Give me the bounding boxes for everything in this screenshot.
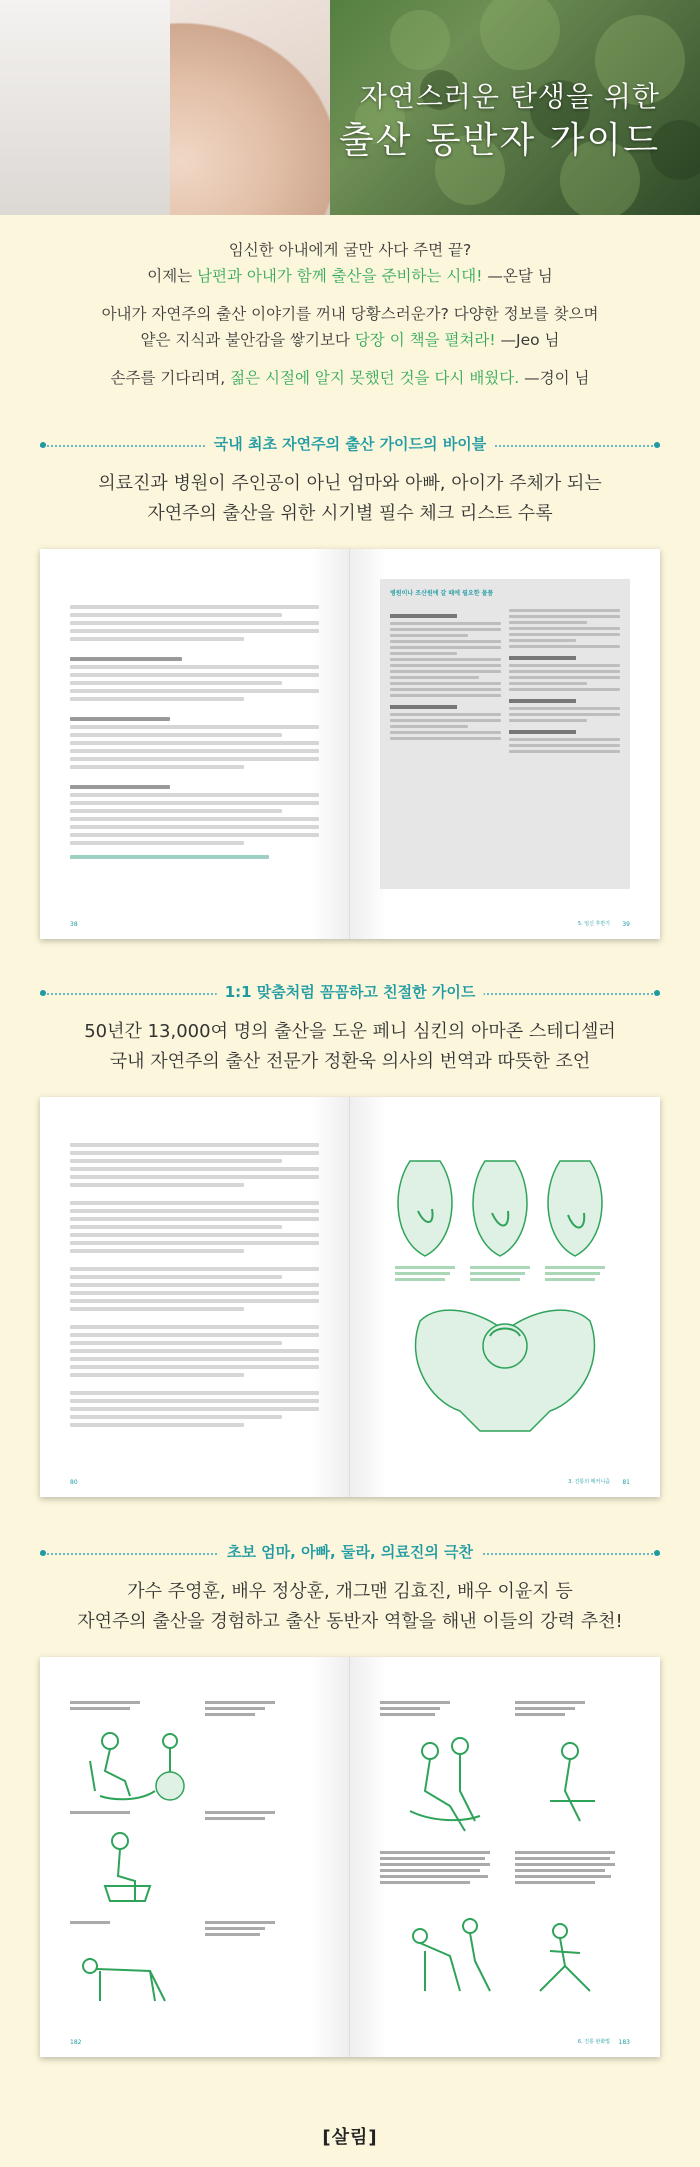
page-number-left: 182 xyxy=(70,2039,82,2046)
quote-1-line1: 임신한 아내에게 굴만 사다 주면 끝? xyxy=(228,241,472,259)
figure-birth-ball xyxy=(156,1734,184,1800)
position-captions xyxy=(70,1701,275,1936)
hero-title-line2: 출산 동반자 가이드 xyxy=(338,120,660,161)
figure-rocking-chair xyxy=(90,1733,155,1799)
figure-toilet xyxy=(105,1833,150,1901)
page-number-right: 39 xyxy=(622,921,630,928)
section1-label: 국내 최초 자연주의 출산 가이드의 바이블 xyxy=(206,433,494,454)
section2-sub-line1: 50년간 13,000여 명의 출산을 도운 페니 심킨의 아마존 스테디셀러 xyxy=(84,1021,616,1042)
section3-heading xyxy=(40,1537,660,1571)
hero-banner xyxy=(0,0,700,215)
quote-1 xyxy=(40,237,660,289)
review-quotes xyxy=(0,215,700,391)
quote-2-line2-a: 얕은 지식과 불안감을 쌓기보다 xyxy=(140,331,355,349)
checklist-column-left xyxy=(390,606,501,756)
quote-1-highlight: 남편과 아내가 함께 출산을 준비하는 시대! xyxy=(197,267,483,285)
publisher-logo: [살림] xyxy=(322,2127,378,2148)
book-page-right xyxy=(350,549,660,939)
quote-2 xyxy=(40,301,660,353)
book-page-right xyxy=(350,1097,660,1497)
book-spread-3 xyxy=(40,1657,660,2057)
rule-dot xyxy=(654,990,660,996)
quote-1-author: —온달 님 xyxy=(482,267,553,285)
book-page-left xyxy=(40,1097,350,1497)
checklist-box xyxy=(380,579,630,889)
positions-illustration xyxy=(70,1691,320,2021)
quote-3 xyxy=(40,365,660,391)
figure-lunge xyxy=(540,1924,590,1991)
page-number-right: 183 xyxy=(618,2039,630,2046)
section3-label: 초보 엄마, 아빠, 둘라, 의료진의 극찬 xyxy=(219,1541,481,1562)
pelvis-drawing xyxy=(416,1310,595,1431)
section2-label: 1:1 맞춤처럼 꼼꼼하고 친절한 가이드 xyxy=(217,981,484,1002)
page-number-right: 81 xyxy=(622,1479,630,1486)
figure-captions xyxy=(395,1266,605,1281)
page-section-tag: 3. 진통의 메커니즘 xyxy=(568,1479,610,1485)
quote-1-line2-a: 이제는 xyxy=(147,267,198,285)
quote-2-highlight: 당장 이 책을 펼쳐라! xyxy=(354,331,496,349)
section1-heading xyxy=(40,429,660,463)
page-section-tag: 6. 진통 완화법 xyxy=(577,2039,610,2045)
section2-subtitle xyxy=(0,1017,700,1077)
pelvis-illustration xyxy=(380,1131,630,1451)
figure-couple-sitting xyxy=(410,1738,480,1831)
rule-dot xyxy=(40,990,46,996)
rule-dot xyxy=(654,1550,660,1556)
book-spread-1 xyxy=(40,549,660,939)
section3-subtitle xyxy=(0,1577,700,1637)
section2-heading xyxy=(40,977,660,1011)
book-spread-2 xyxy=(40,1097,660,1497)
hero-title-line1: 자연스러운 탄생을 위한 xyxy=(359,80,660,113)
position-captions xyxy=(380,1701,615,1884)
uterus-figures xyxy=(398,1161,602,1256)
quote-2-author: —Jeo 님 xyxy=(495,331,560,349)
book-page-left xyxy=(40,1657,350,2057)
section1-sub-line1: 의료진과 병원이 주인공이 아닌 엄마와 아빠, 아이가 주체가 되는 xyxy=(98,473,602,494)
page-number-left: 80 xyxy=(70,1479,78,1486)
quote-3-line-a: 손주를 기다리며, xyxy=(110,369,231,387)
rule-dot xyxy=(654,442,660,448)
section1-sub-line2: 자연주의 출산을 위한 시기별 필수 체크 리스트 수록 xyxy=(147,503,553,524)
quote-2-line1: 아내가 자연주의 출산 이야기를 꺼내 당황스러운가? 다양한 정보를 찾으며 xyxy=(101,305,599,323)
rule-dot xyxy=(40,442,46,448)
page-section-tag: 5. 임신 후반기 xyxy=(577,921,610,927)
figure-side-support xyxy=(550,1743,595,1821)
figure-hands-knees xyxy=(83,1959,165,2001)
figure-kneeling-couple xyxy=(413,1919,490,1991)
quote-3-author: —경이 님 xyxy=(519,369,590,387)
checklist-title: 병원이나 조산원에 갈 때에 필요한 물품 xyxy=(390,590,494,597)
support-positions-illustration xyxy=(380,1691,630,2021)
section2-sub-line2: 국내 자연주의 출산 전문가 정환욱 의사의 번역과 따뜻한 조언 xyxy=(109,1051,591,1072)
section1-subtitle xyxy=(0,469,700,529)
section3-sub-line2: 자연주의 출산을 경험하고 출산 동반자 역할을 해낸 이들의 강력 추천! xyxy=(77,1611,623,1632)
quote-3-highlight: 젊은 시절에 알지 못했던 것을 다시 배웠다. xyxy=(230,369,520,387)
book-page-left xyxy=(40,549,350,939)
checklist-column-right xyxy=(509,606,620,756)
section3-sub-line1: 가수 주영훈, 배우 정상훈, 개그맨 김효진, 배우 이윤지 등 xyxy=(127,1581,573,1602)
page-number-left: 38 xyxy=(70,921,78,928)
book-page-right xyxy=(350,1657,660,2057)
rule-dot xyxy=(40,1550,46,1556)
